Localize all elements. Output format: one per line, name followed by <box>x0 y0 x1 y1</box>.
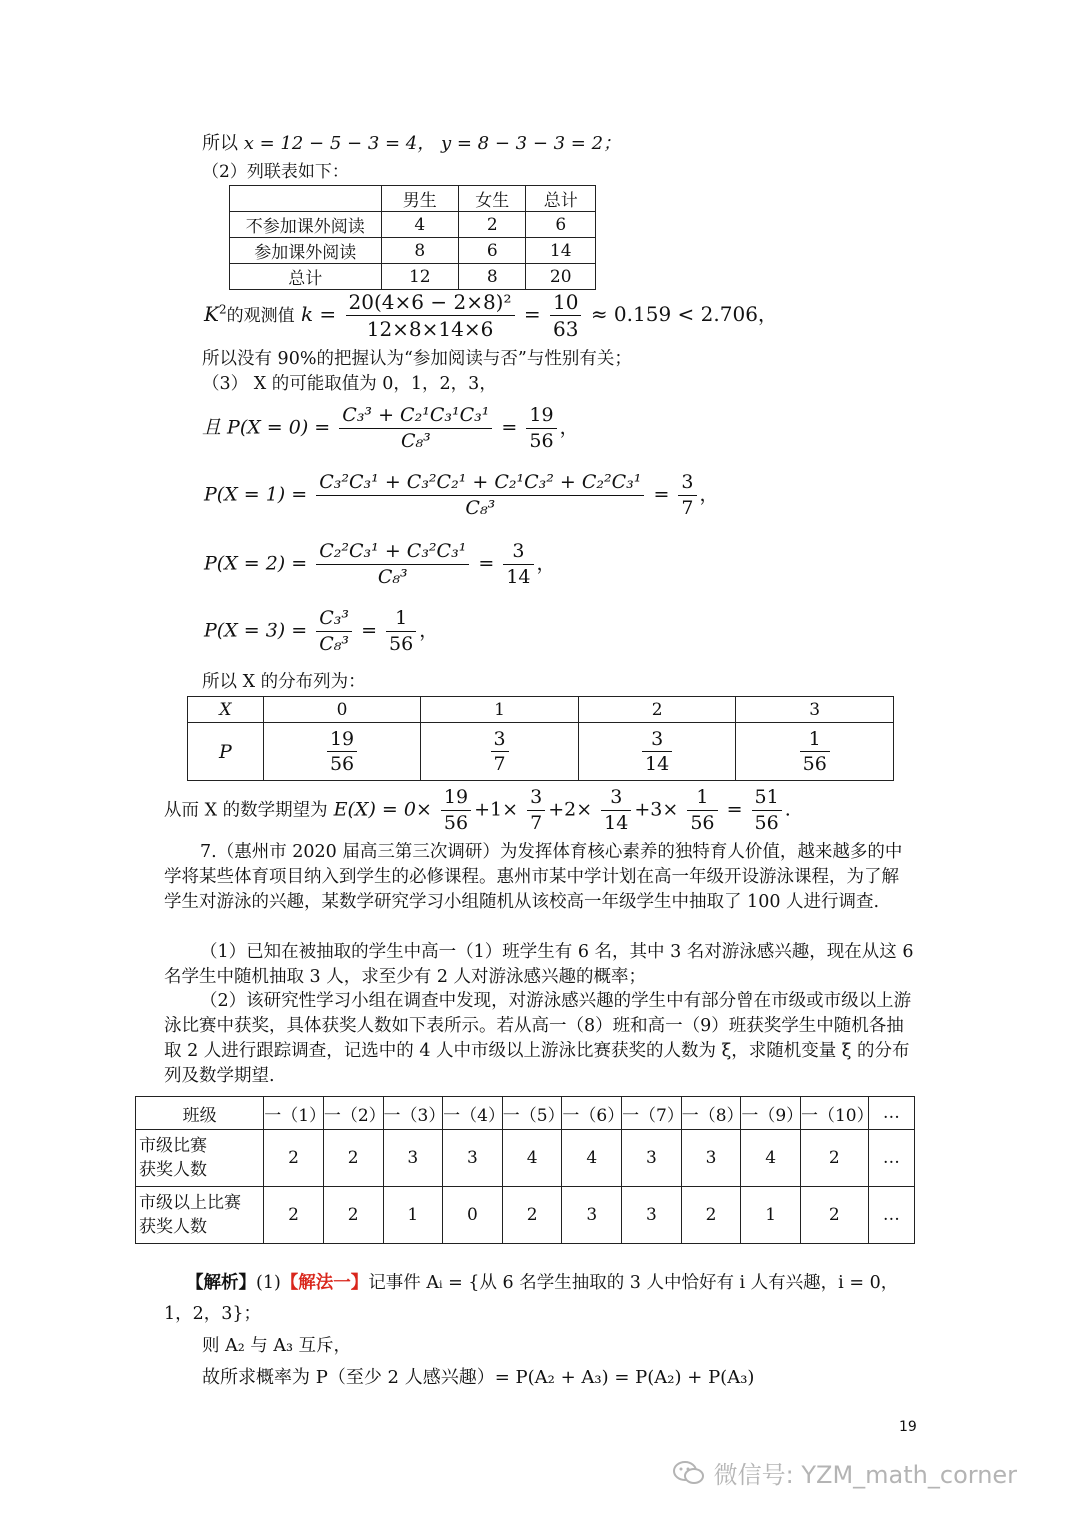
solution-tag: 【解析】 <box>186 1273 256 1293</box>
award-header-label: 班级 <box>136 1097 264 1130</box>
contingency-cell: 8 <box>459 264 526 290</box>
award-cell: 2 <box>681 1187 741 1244</box>
solution-line3: 则 A₂ 与 A₃ 互斥， <box>202 1336 352 1356</box>
k2-formula: $K^2$的观测值 k = $\frac{\text{20(4×6 − 2×8)²}}{12\times 8\times 14\times 6}$ = $\frac{10}{63}$ ≈ 0.159 < 2.706， <box>204 290 778 341</box>
award-row-label: 市级以上比赛 获奖人数 <box>136 1187 264 1244</box>
contingency-header-cell: 总计 <box>526 186 596 212</box>
contingency-cell: 不参加课外阅读 <box>230 212 382 238</box>
award-class-header: 一（7） <box>622 1097 682 1130</box>
contingency-header-cell <box>230 186 382 212</box>
table-row <box>230 264 596 290</box>
award-cell: 3 <box>383 1130 443 1187</box>
contingency-cell: 总计 <box>230 264 382 290</box>
answer-line-xy: 所以 x = 12 − 5 − 3 = 4， y = 8 − 3 − 3 = 2； <box>202 133 622 154</box>
contingency-cell: 2 <box>459 212 526 238</box>
dist-x-value: 2 <box>578 697 736 723</box>
award-cell: 2 <box>264 1187 324 1244</box>
award-class-header: 一（8） <box>681 1097 741 1130</box>
table-row <box>136 1097 915 1130</box>
award-cell: 3 <box>443 1130 503 1187</box>
contingency-header-cell: 女生 <box>459 186 526 212</box>
solution-line2: 1，2，3}； <box>164 1304 262 1324</box>
award-cell: 3 <box>562 1187 622 1244</box>
table-row <box>136 1130 915 1187</box>
award-cell: 4 <box>502 1130 562 1187</box>
dist-p-value: $\frac{1}{56}$ <box>736 723 894 781</box>
dist-x-value: 3 <box>736 697 894 723</box>
award-cell: 1 <box>383 1187 443 1244</box>
award-cell: 2 <box>323 1130 383 1187</box>
watermark: 微信号: YZM_math_corner <box>672 1455 1017 1493</box>
award-cell: 2 <box>800 1187 868 1244</box>
award-class-header: 一（9） <box>741 1097 801 1130</box>
part2-intro: （2）列联表如下： <box>202 162 349 182</box>
award-class-header: 一（3） <box>383 1097 443 1130</box>
award-class-header: … <box>868 1097 914 1130</box>
prob-formula-x1: P(X = 1) = $\frac{\text{C₃²C₃¹ + C₃²C₂¹ + C₂¹C₃² + C₂²C₃¹}}{\text{C₈³}}$ = $\frac{3}{7}$ ， <box>204 471 719 519</box>
prob-formula-x0: 且 P(X = 0) = $\frac{\text{C₃³ + C₂¹C₃¹C₃¹}}{\text{C₈³}}$ = $\frac{19}{56}$ ， <box>202 404 579 452</box>
table-row <box>188 723 894 781</box>
table-row <box>230 238 596 264</box>
dist-p-value: $\frac{19}{56}$ <box>263 723 421 781</box>
award-class-header: 一（4） <box>443 1097 503 1130</box>
award-class-header: 一（1） <box>264 1097 324 1130</box>
award-cell: … <box>868 1130 914 1187</box>
solution-line1: 【解析】(1)【解法一】记事件 Aᵢ = {从 6 名学生抽取的 3 人中恰好有 i 人有兴趣，i = 0， <box>186 1273 899 1293</box>
award-cell: 1 <box>741 1187 801 1244</box>
dist-x-value: 0 <box>263 697 421 723</box>
award-cell: 0 <box>443 1187 503 1244</box>
dist-p-value: $\frac{3}{7}$ <box>421 723 579 781</box>
dist-intro: 所以 X 的分布列为： <box>202 672 366 692</box>
problem7-intro: 7.（惠州市 2020 届高三第三次调研）为发挥体育核心素养的独特育人价值，越来越多的中学将某些体育项目纳入到学生的必修课程。惠州市某中学计划在高一年级开设游泳课程，为了解学生对游泳的兴趣，某数学研究学习小组随机从该校高一年级学生中抽取了 100 人进行调查. <box>164 842 903 912</box>
award-row-label: 市级比赛 获奖人数 <box>136 1130 264 1187</box>
contingency-cell: 4 <box>381 212 458 238</box>
solution-line4: 故所求概率为 P（至少 2 人感兴趣）= P(A₂ + A₃) = P(A₂) + P(A₃) <box>202 1367 755 1388</box>
dist-x-label: X <box>188 697 264 723</box>
award-cell: 4 <box>741 1130 801 1187</box>
table-row <box>136 1187 915 1244</box>
dist-x-value: 1 <box>421 697 579 723</box>
contingency-cell: 12 <box>381 264 458 290</box>
wechat-icon <box>672 1459 706 1493</box>
contingency-table <box>229 185 596 290</box>
conclusion-text: 所以没有 90%的把握认为“参加阅读与否”与性别有关； <box>202 349 632 369</box>
contingency-header-cell: 男生 <box>381 186 458 212</box>
award-cell: 3 <box>622 1130 682 1187</box>
award-cell: 2 <box>800 1130 868 1187</box>
award-class-header: 一（10） <box>800 1097 868 1130</box>
award-cell: 2 <box>264 1130 324 1187</box>
award-cell: 3 <box>681 1130 741 1187</box>
page-number: 19 <box>899 1419 917 1435</box>
award-cell: 3 <box>622 1187 682 1244</box>
contingency-cell: 20 <box>526 264 596 290</box>
award-cell: … <box>868 1187 914 1244</box>
contingency-cell: 6 <box>526 212 596 238</box>
distribution-table <box>187 696 894 781</box>
expectation-formula: 从而 X 的数学期望为 E(X) = 0× $\frac{19}{56}$ +1× $\frac{3}{7}$ +2× $\frac{3}{14}$ +3× $\frac{1}{56}$ = $\frac{51}{56}$ . <box>164 786 791 834</box>
award-cell: 2 <box>323 1187 383 1244</box>
prob-formula-x2: P(X = 2) = $\frac{\text{C₂²C₃¹ + C₃²C₃¹}}{\text{C₈³}}$ = $\frac{3}{14}$ ， <box>204 540 556 588</box>
part3-intro: （3） X 的可能取值为 0，1，2，3， <box>202 374 497 394</box>
prob-formula-x3: P(X = 3) = $\frac{\text{C₃³}}{\text{C₈³}}$ = $\frac{1}{56}$ ， <box>204 607 439 655</box>
problem7-question1: （1）已知在被抽取的学生中高一（1）班学生有 6 名，其中 3 名对游泳感兴趣，现在从这 6 名学生中随机抽取 3 人，求至少有 2 人对游泳感兴趣的概率； <box>164 942 914 987</box>
table-row <box>188 697 894 723</box>
award-class-header: 一（6） <box>562 1097 622 1130</box>
award-cell: 4 <box>562 1130 622 1187</box>
award-class-header: 一（5） <box>502 1097 562 1130</box>
problem7-question2: （2）该研究性学习小组在调查中发现，对游泳感兴趣的学生中有部分曾在市级或市级以上游泳比赛中获奖，具体获奖人数如下表所示。若从高一（8）班和高一（9）班获奖学生中随机各抽取 2 人进行跟踪调查，记选中的 4 人中市级以上游泳比赛获奖的人数为 ξ，求随机变量 ξ 的分布列及数学期望. <box>164 991 912 1086</box>
contingency-cell: 14 <box>526 238 596 264</box>
dist-p-label: P <box>188 723 264 781</box>
contingency-cell: 参加课外阅读 <box>230 238 382 264</box>
award-table <box>135 1096 915 1244</box>
solution-method-tag: 【解法一】 <box>280 1273 369 1293</box>
dist-p-value: $\frac{3}{14}$ <box>578 723 736 781</box>
contingency-cell: 8 <box>381 238 458 264</box>
award-cell: 2 <box>502 1187 562 1244</box>
award-class-header: 一（2） <box>323 1097 383 1130</box>
contingency-cell: 6 <box>459 238 526 264</box>
table-row <box>230 212 596 238</box>
